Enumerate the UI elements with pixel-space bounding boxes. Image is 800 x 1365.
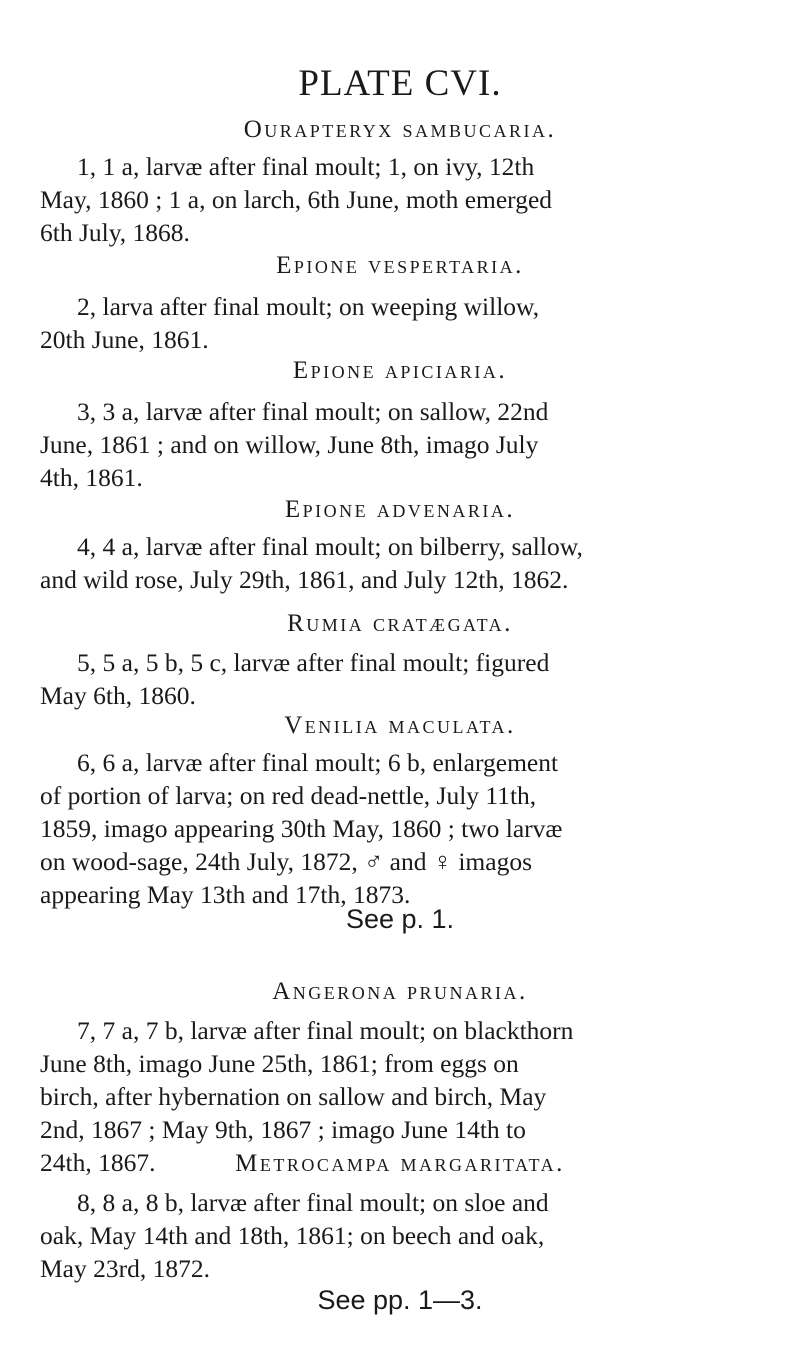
entry-line: 24th, 1867.: [40, 1148, 156, 1177]
entry-line: birch, after hybernation on sallow and birch, May: [40, 1082, 547, 1111]
species-heading: Epione advenaria.: [284, 496, 516, 523]
entry-line: 7, 7 a, 7 b, larvæ after final moult; on blackthorn: [77, 1016, 574, 1045]
entry-line: 3, 3 a, larvæ after final moult; on sallow, 22nd: [77, 397, 549, 426]
entry-line: 6, 6 a, larvæ after final moult; 6 b, enlargement: [77, 748, 559, 777]
entry-line: 1, 1 a, larvæ after final moult; 1, on ivy, 12th: [77, 152, 535, 181]
entry-line: oak, May 14th and 18th, 1861; on beech and oak,: [40, 1221, 545, 1250]
entry-line: June 8th, imago June 25th, 1861; from eggs on: [40, 1049, 519, 1078]
entry-line: and wild rose, July 29th, 1861, and July 12th, 1862.: [40, 565, 569, 594]
entry-line: 6th July, 1868.: [40, 218, 190, 247]
entry-line: 20th June, 1861.: [40, 325, 209, 354]
species-heading: Metrocampa margaritata.: [235, 1150, 565, 1177]
plate-entry: [40, 395, 770, 494]
species-heading: Angerona prunaria.: [272, 978, 528, 1005]
entry-line: 2, larva after final moult; on weeping willow,: [77, 292, 540, 321]
entry-line: 4th, 1861.: [40, 463, 143, 492]
entry-line: 4, 4 a, larvæ after final moult; on bilberry, sallow,: [77, 532, 583, 561]
entry-line: 2nd, 1867 ; May 9th, 1867 ; imago June 14th to: [40, 1115, 526, 1144]
entry-line: on wood-sage, 24th July, 1872, ♂ and ♀ imagos: [40, 847, 533, 876]
entry-line: 1859, imago appearing 30th May, 1860 ; two larvæ: [40, 814, 563, 843]
entry-line: of portion of larva; on red dead-nettle, July 11th,: [40, 781, 537, 810]
entry-line: May, 1860 ; 1 a, on larch, 6th June, moth emerged: [40, 185, 553, 214]
species-heading: Venilia maculata.: [284, 712, 516, 739]
plate-entry: [40, 646, 770, 712]
plate-entry: [40, 290, 770, 356]
entry-line: June, 1861 ; and on willow, June 8th, imago July: [40, 430, 539, 459]
entry-line: May 6th, 1860.: [40, 681, 196, 710]
plate-entry: [40, 150, 770, 249]
species-heading: Rumia cratægata.: [287, 610, 513, 637]
plate-entry: [40, 746, 770, 911]
entry-line: 5, 5 a, 5 b, 5 c, larvæ after final moult; figured: [77, 648, 550, 677]
entry-line: May 23rd, 1872.: [40, 1254, 210, 1283]
plate-entry: [40, 1186, 770, 1285]
plate-title: PLATE CVI.: [298, 63, 502, 104]
page-reference: See p. 1.: [345, 904, 455, 934]
species-heading: Epione vespertaria.: [276, 252, 524, 279]
page-reference: See pp. 1—3.: [317, 1285, 483, 1315]
species-heading: Ourapteryx sambucaria.: [243, 116, 557, 143]
species-heading: Epione apiciaria.: [292, 357, 508, 384]
entry-line: 8, 8 a, 8 b, larvæ after final moult; on sloe and: [77, 1188, 549, 1217]
entry-line: appearing May 13th and 17th, 1873.: [40, 880, 411, 909]
plate-entry: [40, 530, 770, 596]
